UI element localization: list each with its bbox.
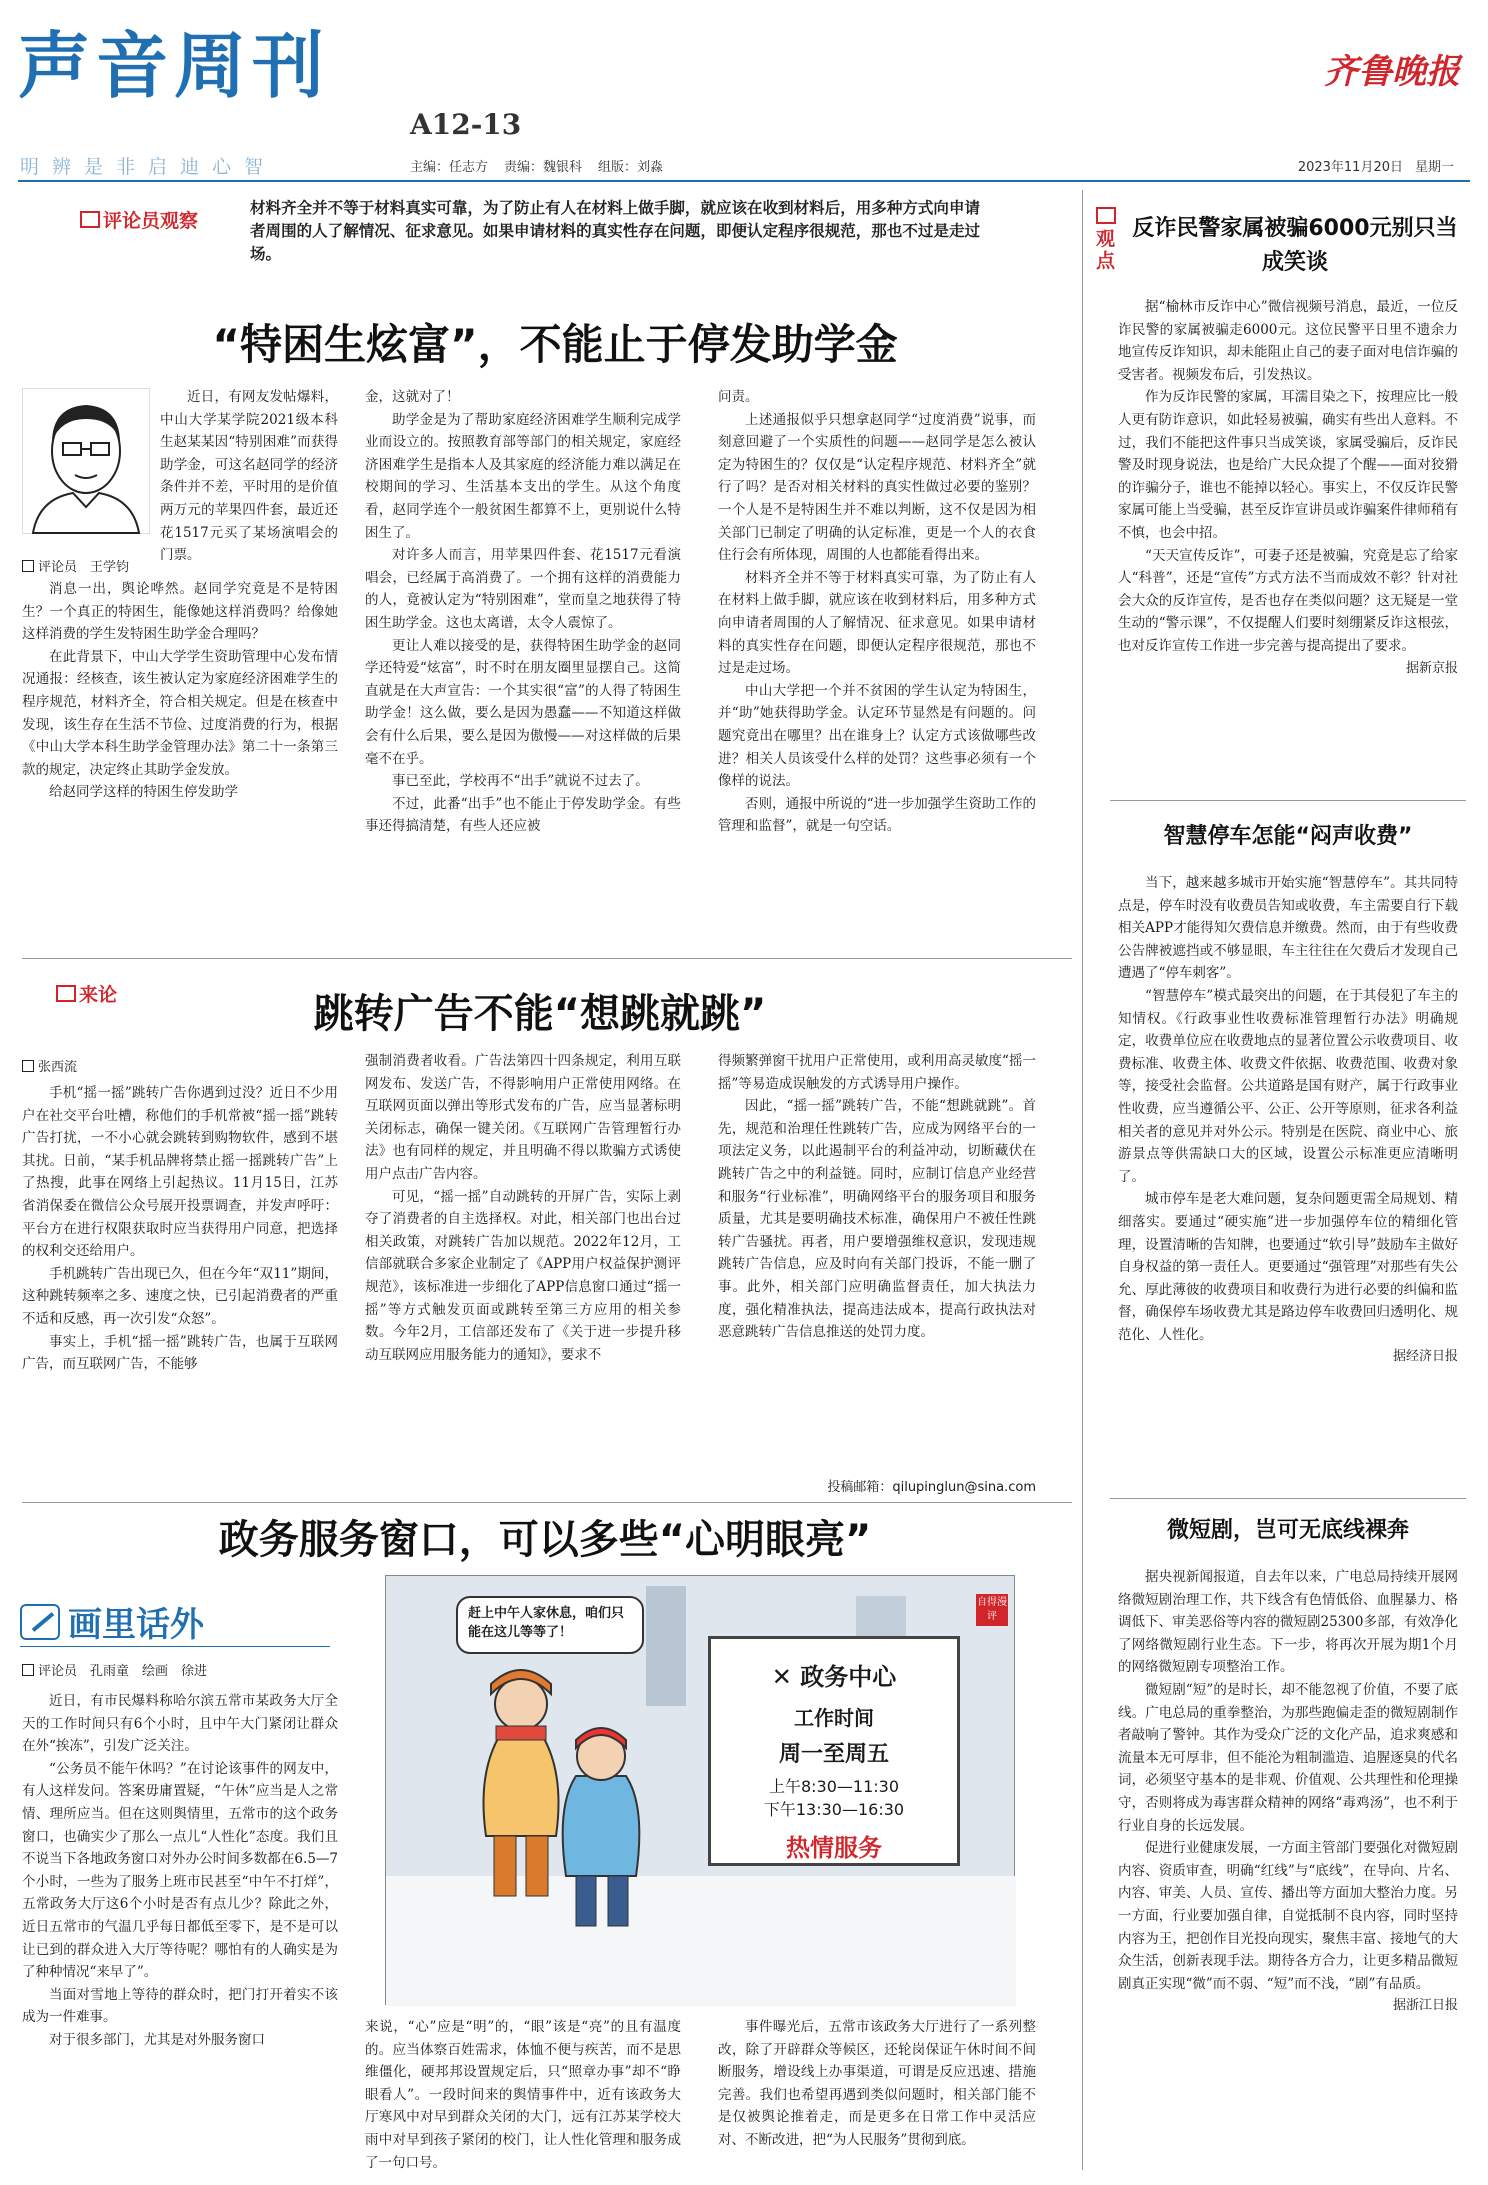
article2-col1: 手机“摇一摇”跳转广告你遇到过没？近日不少用户在社交平台吐槽，称他们的手机常被“摇一摇”跳转广告打扰，一不小心就会跳转到购物软件，感到不堪其扰。日前，“某手机品牌将禁止摇一摇跳转广告”上了热搜，此事在网络上引起热议。11月15日，江苏省消保委在微信公众号展开投票调查，并发声呼吁：平台方在进行权限获取时应当获得用户同意，把选择的权利交还给用户。 手机跳转广告出现已久，但在今年“双11”期间，这种跳转频率之多、速度之快，已引起消费者的严重不适和反感，再一次引发“众怒”。 事实上，手机“摇一摇”跳转广告，也属于互联网广告，而互联网广告，不能够 <box>22 1085 338 1373</box>
newspaper-logo: 齐鲁晚报 <box>1324 52 1460 92</box>
date: 2023年11月20日 <box>1297 160 1403 175</box>
weekday: 星期一 <box>1414 160 1454 175</box>
workdays: 周一至周五 <box>778 1742 889 1767</box>
afternoon-hours: 下午13:30—16:30 <box>763 1800 905 1819</box>
article1-headline: “特困生炫富”，不能止于停发助学金 <box>212 320 898 369</box>
issue-date <box>1286 156 1454 175</box>
portrait-icon <box>23 389 149 533</box>
column-logo-cartoon: 画里话外 <box>20 1597 204 1646</box>
morning-hours: 上午8:30—11:30 <box>768 1777 900 1796</box>
article1-author: 评论员 王学钧 <box>22 556 129 575</box>
article1-col3: 问责。 上述通报似乎只想拿赵同学“过度消费”说事，而刻意回避了一个实质性的问题——赵同学是怎么被认定为特困生的？仅仅是“认定程序规范、材料齐全”就行了吗？是否对相关材料的真实性做过必要的鉴别？一个人是不是特困生并不难以判断，这不仅是因为相关部门已制定了明确的认定标准，更是一个人的衣食住行会有所体现，周围的人也都能看得出来。 材料齐全并不等于材料真实可靠，为了防止有人在材料上做手脚，就应该在收到材料后，用多种方式向申请者周围的人了解情况、征求意见。如果申请材料的真实性存在问题，即便认定程序很规范，那也不过是走过场。 中山大学把一个并不贫困的学生认定为特困生，并“助”她获得助学金。认定环节显然是有问题的。问题究竟出在哪里？出在谁身上？认定方式该做哪些改进？相关人员该受什么样的处罚？这些事必须有一个像样的说法。 否则，通报中所说的“进一步加强学生资助工作的管理和监督”，就是一句空话。 <box>718 389 1036 835</box>
close-icon: ✕ <box>771 1663 792 1691</box>
sign-title: 政务中心 <box>800 1663 897 1691</box>
divider <box>1110 1498 1466 1499</box>
header-rule <box>18 180 1470 182</box>
hours-label: 工作时间 <box>794 1706 874 1730</box>
article2-headline: 跳转广告不能“想跳就跳” <box>313 991 767 1037</box>
divider <box>22 1502 1072 1503</box>
author-portrait <box>22 388 150 534</box>
divider <box>22 958 1072 959</box>
side1-headline: 反诈民警家属被骗6000元别只当成笑谈 <box>1132 216 1458 275</box>
article1-lead: 材料齐全并不等于材料真实可靠，为了防止有人在材料上做手脚，就应该在收到材料后，用多种方式向申请者周围的人了解情况、征求意见。如果申请材料的真实性存在问题，即便认定程序很规范，那也不过是走过场。 <box>250 198 980 263</box>
article2-col3: 得频繁弹窗干扰用户正常使用，或利用高灵敏度“摇一摇”等易造成误触发的方式诱导用户操作。 因此，“摇一摇”跳转广告，不能“想跳就跳”。首先，规范和治理任性跳转广告，应成为网络平台的一项法定义务，以此遏制平台的利益冲动，切断藏伏在跳转广告之中的利益链。同时，应制订信息产业经营和服务“行业标准”，明确网络平台的服务项目和服务质量，尤其是要明确技术标准，确保用户不被任性跳转广告骚扰。再者，用户要增强维权意识，发现违规跳转广告信息，应及时向有关部门投诉，不能一删了事。此外，相关部门应明确监督责任，加大执法力度，强化精准执法，提高违法成本，提高行政执法对恶意跳转广告信息推送的处罚力度。 <box>718 1053 1036 1341</box>
article3-headline: 政务服务窗口，可以多些“心明眼亮” <box>218 1517 872 1563</box>
slogan: 明辨是非启迪心智 <box>20 156 277 178</box>
section-tag-contribution: 来论 <box>56 980 117 1007</box>
service-motto: 热情服务 <box>786 1834 882 1862</box>
side2-body: 当下，越来越多城市开始实施“智慧停车”。其共同特点是，停车时没有收费员告知或收费，车主需要自行下载相关APP才能得知欠费信息并缴费。然而，由于有些收费公告牌被遮挡或不够显眼，车主往往在欠费后才发现自己遭遇了“停车刺客”。 “智慧停车”模式最突出的问题，在于其侵犯了车主的知情权。《行政事业性收费标准管理暂行办法》明确规定，收费单位应在收费地点的显著位置公示收费项目、收费标准、收费主体、收费文件依据、收费范围、收费对象等，接受社会监督。公共道路是国有财产，属于行政事业性收费，应当遵循公平、公正、公开等原则，征求各利益相关者的意见并对外公示。特别是在医院、商业中心、旅游景点等供需缺口大的区域，设置公示标准更应清晰明了。 城市停车是老大难问题，复杂问题更需全局规划、精细落实。要通过“硬实施”进一步加强停车位的精细化管理，设置清晰的告知牌，也要通过“软引导”鼓励车主做好自身权益的第一责任人。更要通过“强管理”对那些有失公允、厚此薄彼的收费项目和收费行为进行必要的纠偏和监督，确保停车场收费尤其是路边停车收费回归透明化、规范化、人性化。 据经济日报 <box>1118 875 1458 1365</box>
logo-underline <box>20 1646 330 1647</box>
editor: 主编：任志方 <box>410 160 489 175</box>
speech-bubble: 赶上中午人家休息，咱们只能在这儿等等了！ <box>456 1596 644 1654</box>
article2-col2: 强制消费者收看。广告法第四十四条规定，利用互联网发布、发送广告，不得影响用户正常使用网络。在互联网页面以弹出等形式发布的广告，应当显著标明关闭标志，确保一键关闭。《互联网广告管理暂行办法》也有同样的规定，并且明确不得以欺骗方式诱使用户点击广告内容。 可见，“摇一摇”自动跳转的开屏广告，实际上剥夺了消费者的自主选择权。对此，相关部门也出台过相关政策，对跳转广告加以规范。2022年12月，工信部就联合多家企业制定了《APP用户权益保护测评规范》，该标准进一步细化了APP信息窗口通过“摇一摇”等方式触发页面或跳转至第三方应用的相关参数。今年2月，工信部还发布了《关于进一步提升移动互联网应用服务能力的通知》，要求不 <box>365 1053 681 1363</box>
submission-email: 投稿邮箱：qilupinglun@sina.com <box>827 1480 1036 1495</box>
article1-col2: 金，这就对了！ 助学金是为了帮助家庭经济困难学生顺利完成学业而设立的。按照教育部等部门的相关规定，家庭经济困难学生是指本人及其家庭的经济能力难以满足在校期间的学习、生活基本支出的学生。从这个角度看，赵同学连个一般贫困生都算不上，更别说什么特困生了。 对许多人而言，用苹果四件套、花1517元看演唱会，已经属于高消费了。一个拥有这样的消费能力的人，竟被认定为“特别困难”，堂而皇之地获得了特困生助学金。这也太离谱，太令人震惊了。 更让人难以接受的是，获得特困生助学金的赵同学还特爱“炫富”，时不时在朋友圈里显摆自己。这简直就是在大声宣告：一个其实很“富”的人得了特困生助学金！这么做，要么是因为愚蠢——不知道这样做会有什么后果，要么是因为傲慢——对这样做的后果毫不在乎。 事已至此，学校再不“出手”就说不过去了。 不过，此番“出手”也不能止于停发助学金。有些事还得搞清楚，有些人还应被 <box>365 389 681 835</box>
article1-col1: 消息一出，舆论哗然。赵同学究竟是不是特困生？一个真正的特困生，能像她这样消费吗？给像她这样消费的学生发特困生助学金合理吗？ 在此背景下，中山大学学生资助管理中心发布情况通报：经核查，该生被认定为家庭经济困难学生的程序规范，材料齐全，符合相关规定。但是在核查中发现，该生存在生活不节俭、过度消费的行为，根据《中山大学本科生助学金管理办法》第二十一条第三款的规定，决定终止其助学金发放。 给赵同学这样的特困生停发助学 <box>22 581 338 801</box>
section-tag-viewpoint: 观点 <box>1096 206 1118 272</box>
editor-credits <box>410 156 679 175</box>
article2-author: 张西流 <box>22 1056 77 1075</box>
article3-author: 评论员 孔雨童 绘画 徐进 <box>22 1660 207 1679</box>
column-divider <box>1082 190 1083 2170</box>
side3-body: 据央视新闻报道，自去年以来，广电总局持续开展网络微短剧治理工作，共下线含有色情低俗、血腥暴力、格调低下、审美恶俗等内容的微短剧25300多部，有效净化了网络微短剧行业生态。下一步，将再次开展为期1个月的网络微短剧专项整治工作。 微短剧“短”的是时长，却不能忽视了价值，不要了底线。广电总局的重拳整治，为那些跑偏走歪的微短剧制作者敲响了警钟。其作为受众广泛的文化产品，追求爽感和流量本无可厚非，但不能沦为粗制滥造、追腥逐臭的代名词，必须坚守基本的是非观、价值观、公共理性和伦理操守，否则将成为毒害群众精神的网络“毒鸡汤”，也不利于行业自身的长远发展。 促进行业健康发展，一方面主管部门要强化对微短剧内容、资质审查，明确“红线”与“底线”，在导向、片名、内容、审美、人员、宣传、播出等方面加大整治力度。另一方面，行业要加强自律，自觉抵制不良内容，同时坚持内容为王，把创作目光投向现实，聚焦丰富、接地气的大众生活，创新表现手法。期待各方合力，让更多精品微短剧真正实现“微”而不弱、“短”而不浅，“剧”有品质。 据浙江日报 <box>1118 1569 1458 2014</box>
editorial-cartoon <box>385 1575 1015 2005</box>
divider <box>1110 800 1466 801</box>
article1-col1-top: 近日，有网友发帖爆料，中山大学某学院2021级本科生赵某某因“特别困难”而获得助学金，可这名赵同学的经济条件并不差，平时用的是价值两万元的苹果四件套，最近还花1517元买了某场演唱会的门票。 <box>160 389 338 564</box>
deputy-editor: 责编：魏银科 <box>504 160 583 175</box>
article3-col3: 事件曝光后，五常市该政务大厅进行了一系列整改，除了开辟群众等候区，还轮岗保证午休时间不间断服务，增设线上办事渠道，可谓是反应迅速、措施完善。我们也希望再遇到类似问题时，相关部门能不是仅被舆论推着走，而是更多在日常工作中灵活应对、不断改进，把“为人民服务”贯彻到底。 <box>718 2019 1036 2148</box>
masthead-title: 声音周刊 <box>18 24 331 108</box>
section-tag-observation: 评论员观察 <box>80 206 198 233</box>
side3-headline: 微短剧，岂可无底线裸奔 <box>1166 1518 1409 1543</box>
side1-body: 据“榆林市反诈中心”微信视频号消息，最近，一位反诈民警的家属被骗走6000元。这位民警平日里不遗余力地宣传反诈知识，却未能阻止自己的妻子面对电信诈骗的受害者。视频发布后，引发热议。 作为反诈民警的家属，耳濡目染之下，按理应比一般人更有防诈意识，如此轻易被骗，确实有些出人意料。不过，我们不能把这件事只当成笑谈，家属受骗后，反诈民警及时现身说法，也是给广大民众提了个醒——面对狡猾的诈骗分子，谁也不能掉以轻心。事实上，不仅反诈民警家属可能上当受骗，甚至反诈宣讲员或诈骗案件律师稍有不慎，也会中招。 “天天宣传反诈”，可妻子还是被骗，究竟是忘了给家人“科普”，还是“宣传”方式方法不当而成效不彰？针对社会大众的反诈宣传，是否也存在类似问题？这无疑是一堂生动的“警示课”，不仅提醒人们要时刻绷紧反诈这根弦，也对反诈宣传工作进一步完善与提高提出了要求。 据新京报 <box>1118 299 1458 676</box>
artist-stamp: 自得漫评 <box>976 1594 1008 1626</box>
side2-headline: 智慧停车怎能“闷声收费” <box>1163 824 1413 849</box>
article3-col1: 近日，有市民爆料称哈尔滨五常市某政务大厅全天的工作时间只有6个小时，且中午大门紧闭让群众在外“挨冻”，引发广泛关注。 “公务员不能午休吗？”在讨论该事件的网友中，有人这样发问。答案毋庸置疑，“午休”应当是人之常情、理所应当。但在这则舆情里，五常市的这个政务窗口，也确实少了那么一点儿“人性化”态度。我们且不说当下各地政务窗口对外办公时间多数都在6.5—7个小时，一些为了服务上班市民甚至“中午不打烊”，五常政务大厅这6个小时是否有点儿少？除此之外，近日五常市的气温几乎每日都低至零下，是不是可以让已到的群众进入大厅等待呢？哪怕有的人确实是为了种种情况“来早了”。 当面对雪地上等待的群众时，把门打开着实不该成为一件难事。 对于很多部门，尤其是对外服务窗口 <box>22 1693 338 2048</box>
page-number: A12-13 <box>410 108 522 141</box>
pen-icon <box>20 1604 60 1640</box>
layout-editor: 组版：刘淼 <box>598 160 664 175</box>
article3-col2: 来说，“心”应是“明”的，“眼”该是“亮”的且有温度的。应当体察百姓需求，体恤不便与疾苦，而不是思维僵化，硬邦邦设置规定后，只“照章办事”却不“睁眼看人”。一段时间来的舆情事件中，近有该政务大厅寒风中对早到群众关闭的大门，远有江苏某学校大雨中对早到孩子紧闭的校门，让人性化管理和服务成了一句口号。 <box>365 2019 681 2171</box>
office-hours-sign <box>708 1636 960 1866</box>
